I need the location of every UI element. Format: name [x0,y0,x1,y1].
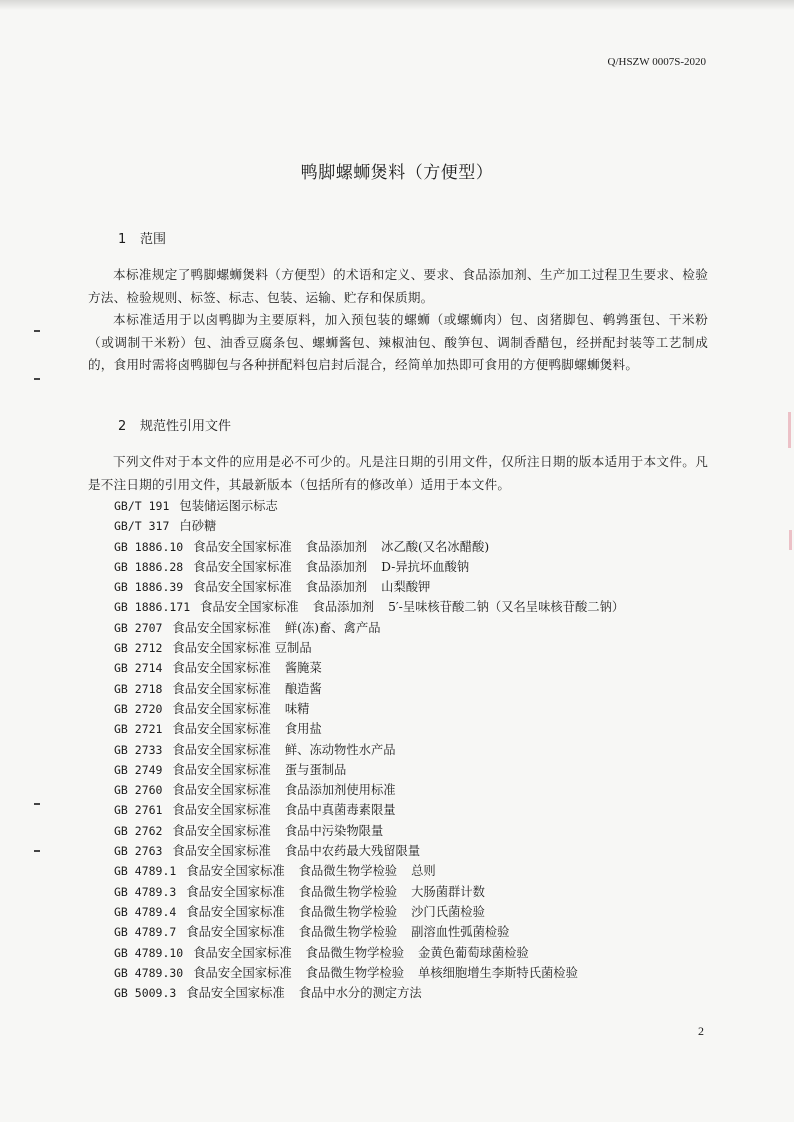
reference-title-part: 食用盐 [284,722,322,737]
reference-title-part: 酿造酱 [284,681,322,696]
scope-paragraph-1: 本标准规定了鸭脚螺蛳煲料（方便型）的术语和定义、要求、食品添加剂、生产加工过程卫生要求、检验方法、检验规则、标签、标志、包装、运输、贮存和保质期。 [88,267,708,305]
reference-item [114,496,638,516]
reference-item [114,699,638,719]
scan-mark [34,378,40,380]
reference-title-part: 食品安全国家标准 [172,783,271,798]
reference-title-part: 食品安全国家标准 [193,559,292,574]
reference-title-part: 食品安全国家标准 [172,620,271,635]
normative-paragraph: 下列文件对于本文件的应用是必不可少的。凡是注日期的引用文件，仅所注日期的版本适用于本文件。凡是不注日期的引用文件，其最新版本（包括所有的修改单）适用于本文件。 [88,454,708,492]
reference-title-part: 食品安全国家标准 [172,661,271,676]
scan-edge-mark [789,530,792,550]
reference-code: GB 4789.3 [114,884,177,899]
reference-title-part: 食品安全国家标准 [186,925,285,940]
reference-title-part: 食品添加剂 [312,600,375,615]
reference-title-part: 食品安全国家标准 [172,681,271,696]
reference-title-part: 食品中真菌毒素限量 [284,803,396,818]
section-heading-scope [118,228,166,247]
reference-item [114,943,638,963]
reference-title-part: 食品微生物学检验 [298,884,398,899]
reference-title-part: 食品安全国家标准 豆制品 [172,641,312,656]
reference-code: GB 4789.10 [114,945,184,960]
reference-title-part: 食品微生物学检验 [298,864,398,879]
reference-title-part: 5′-呈味核苷酸二钠（又名呈味核苷酸二钠） [388,600,625,615]
reference-title-part: 食品微生物学检验 [305,945,405,960]
reference-code: GB 2718 [114,681,163,696]
reference-title-part: 食品中农药最大残留限量 [284,844,421,859]
reference-item [114,963,638,983]
reference-list [114,496,638,1003]
reference-title-part: 大肠菌群计数 [411,884,485,899]
scan-mark [34,850,40,852]
reference-item [114,760,638,780]
reference-item [114,618,638,638]
reference-item [114,557,638,577]
reference-code: GB 1886.171 [114,600,191,615]
reference-code: GB 1886.39 [114,580,184,595]
page-number: 2 [698,1024,704,1038]
reference-title-part: 食品中水分的测定方法 [298,986,422,1001]
reference-item [114,821,638,841]
reference-code: GB 2714 [114,661,163,676]
scan-edge-mark [788,412,791,448]
reference-title-part: 食品安全国家标准 [172,803,271,818]
reference-item [114,658,638,678]
reference-item [114,983,638,1003]
reference-title-part: 包装储运图示标志 [179,499,278,513]
scope-paragraph-2: 本标准适用于以卤鸭脚为主要原料，加入预包装的螺蛳（或螺蛳肉）包、卤猪脚包、鹌鹑蛋包、干米粉（或调制干米粉）包、油香豆腐条包、螺蛳酱包、辣椒油包、酸笋包、调制香醋包，经拼配封装等工艺制成的，食用时需将卤鸭脚包与各种拼配料包启封后混合，经简单加热即可食用的方便鸭脚螺蛳煲料。 [88,312,708,372]
reference-code: GB 4789.7 [114,925,177,940]
section-title: 范围 [140,232,167,247]
reference-title-part: 冰乙酸(又名冰醋酸) [381,539,490,554]
reference-code: GB 1886.28 [114,559,184,574]
reference-item [114,597,638,617]
reference-title-part: 食品安全国家标准 [193,539,292,554]
reference-title-part: 食品添加剂 [305,539,368,554]
reference-code: GB 5009.3 [114,986,177,1001]
reference-title-part: 金黄色葡萄球菌检验 [418,945,529,960]
reference-item [114,861,638,881]
reference-item [114,638,638,658]
reference-title-part: 食品安全国家标准 [186,884,285,899]
reference-title-part: 酱腌菜 [284,661,322,676]
reference-title-part: 食品中污染物限量 [284,823,384,838]
reference-title-part: 鲜(冻)畜、禽产品 [284,620,381,635]
reference-title-part: D-异抗坏血酸钠 [381,559,470,574]
reference-code: GB/T 317 [114,519,170,534]
scan-mark [34,803,40,805]
reference-code: GB 2761 [114,803,163,818]
reference-title-part: 食品添加剂使用标准 [284,783,396,798]
reference-item [114,902,638,922]
reference-item [114,882,638,902]
document-title: 鸭脚螺蛳煲料（方便型） [300,163,494,183]
reference-title-part: 食品安全国家标准 [172,762,271,777]
reference-item [114,780,638,800]
section-heading-normative [118,415,231,434]
reference-title-part: 食品安全国家标准 [193,580,292,595]
reference-title-part: 山梨酸钾 [381,580,431,595]
reference-code: GB 4789.1 [114,864,177,879]
scan-top-shadow [0,0,794,10]
reference-title-part: 食品安全国家标准 [186,904,285,919]
reference-title-part: 食品添加剂 [305,559,368,574]
reference-item [114,841,638,861]
reference-title-part: 食品微生物学检验 [305,965,405,980]
reference-title-part: 食品微生物学检验 [298,925,398,940]
reference-code: GB/T 191 [114,499,170,513]
reference-title-part: 鲜、冻动物性水产品 [284,742,396,757]
reference-title-part: 白砂糖 [179,519,217,534]
section-number: 1 [118,232,127,247]
reference-title-part: 味精 [284,701,310,716]
reference-code: GB 2720 [114,701,163,716]
reference-title-part: 沙门氏菌检验 [411,904,485,919]
section-title: 规范性引用文件 [140,419,232,434]
reference-title-part: 副溶血性弧菌检验 [411,925,510,940]
reference-title-part: 食品安全国家标准 [186,986,285,1001]
document-code: Q/HSZW 0007S-2020 [607,56,706,68]
reference-title-part: 食品安全国家标准 [193,965,292,980]
reference-code: GB 2721 [114,722,163,737]
reference-item [114,679,638,699]
reference-title-part: 食品安全国家标准 [186,864,285,879]
reference-item [114,577,638,597]
reference-title-part: 总则 [411,864,436,879]
reference-item [114,922,638,942]
reference-code: GB 2749 [114,762,163,777]
section-number: 2 [118,419,127,434]
reference-code: GB 4789.4 [114,904,177,919]
reference-code: GB 2712 [114,641,163,656]
reference-code: GB 2733 [114,742,163,757]
reference-code: GB 1886.10 [114,539,184,554]
reference-item [114,537,638,557]
reference-title-part: 食品安全国家标准 [193,945,292,960]
reference-title-part: 单核细胞增生李斯特氏菌检验 [418,965,578,980]
reference-code: GB 2760 [114,783,163,798]
reference-code: GB 2762 [114,823,163,838]
reference-title-part: 食品安全国家标准 [172,823,271,838]
reference-title-part: 食品安全国家标准 [172,844,271,859]
reference-title-part: 食品安全国家标准 [200,600,299,615]
reference-code: GB 4789.30 [114,965,184,980]
reference-code: GB 2763 [114,844,163,859]
reference-item [114,800,638,820]
reference-code: GB 2707 [114,620,163,635]
scan-mark [34,330,40,332]
reference-title-part: 食品微生物学检验 [298,904,398,919]
reference-title-part: 食品添加剂 [305,580,368,595]
reference-item [114,740,638,760]
reference-title-part: 食品安全国家标准 [172,722,271,737]
reference-item [114,516,638,536]
reference-title-part: 食品安全国家标准 [172,701,271,716]
reference-title-part: 食品安全国家标准 [172,742,271,757]
reference-title-part: 蛋与蛋制品 [284,762,347,777]
reference-item [114,719,638,739]
